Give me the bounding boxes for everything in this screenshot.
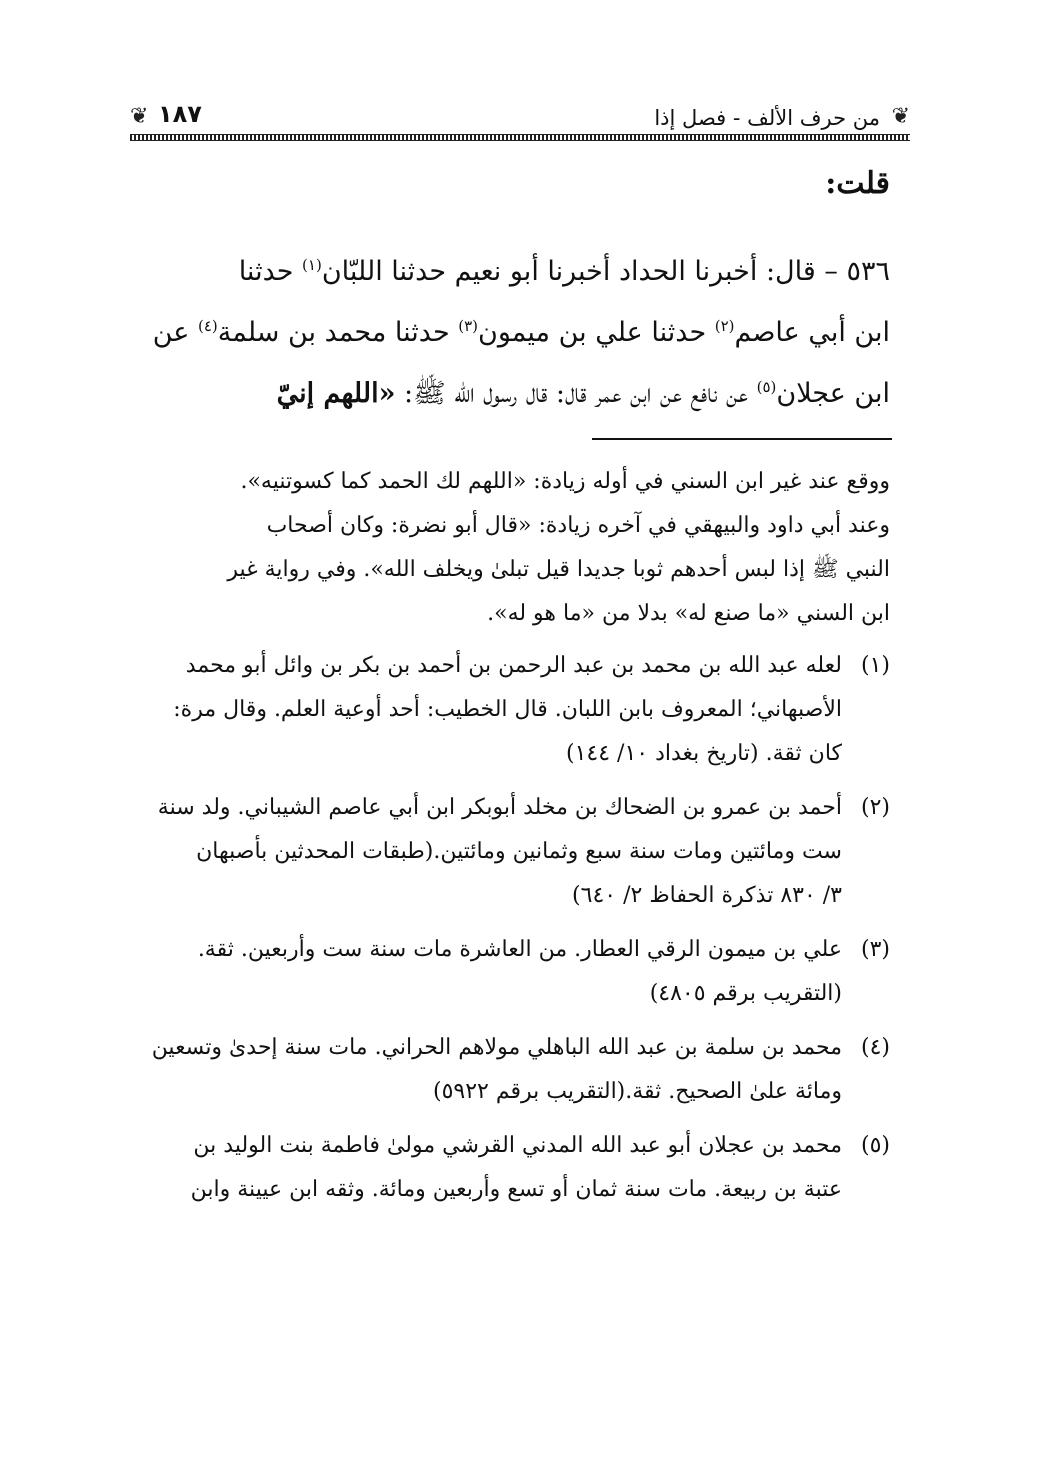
text-run: عن: [152, 317, 198, 348]
text-run: حدثنا علي بن ميمون: [478, 317, 715, 348]
running-header: [130, 100, 910, 140]
footnote-line: ٣/ ٨٣٠ تذكرة الحفاظ ٢/ ٦٤٠): [572, 883, 842, 908]
footnote-line: كان ثقة. (تاريخ بغداد ١٠/ ١٤٤): [566, 741, 842, 766]
footnote-ref-2[interactable]: (٢): [714, 317, 735, 335]
footnote-separator: [592, 438, 892, 440]
main-line-1: [130, 238, 890, 299]
footnote-2: [130, 786, 890, 918]
footnote-number: (٢): [860, 795, 890, 820]
text-run: ابن أبي عاصم: [734, 317, 890, 348]
footnote-ref-5[interactable]: (٥): [756, 378, 777, 396]
note-line: وعند أبي داود والبيهقي في آخره زيادة: «قال أبو نضرة: وكان أصحاب: [266, 513, 890, 538]
note-line: النبي ﷺ إذا لبس أحدهم ثوبا جديدا قيل تبلىٰ ويخلف الله». وفي رواية غير: [227, 557, 890, 582]
footnote-number: (٣): [860, 937, 890, 962]
text-run: حدثنا محمد بن سلمة: [217, 317, 459, 348]
footnote-line: محمد بن سلمة بن عبد الله الباهلي مولاهم الحراني. مات سنة إحدىٰ وتسعين: [151, 1035, 842, 1060]
section-heading: قلت:: [825, 166, 890, 201]
footnote-line: لعله عبد الله بن محمد بن عبد الرحمن بن أحمد بن بكر بن وائل أبو محمد: [185, 653, 842, 678]
main-line-2: [130, 299, 890, 360]
note-line: ووقع عند غير ابن السني في أوله زيادة: «اللهم لك الحمد كما كسوتنيه».: [240, 469, 890, 494]
footnote-number: (٤): [860, 1035, 890, 1060]
footnote-line: أحمد بن عمرو بن الضحاك بن مخلد أبوبكر ابن أبي عاصم الشيباني. ولد سنة: [157, 795, 842, 820]
footnote-ref-1[interactable]: (١): [302, 256, 322, 274]
footnote-number: (١): [860, 653, 890, 678]
footnote-line: ست ومائتين ومات سنة سبع وثمانين ومائتين.(طبقات المحدثين بأصبهان: [196, 839, 842, 864]
footnote-line: محمد بن عجلان أبو عبد الله المدني القرشي مولىٰ فاطمة بنت الوليد بن: [193, 1133, 842, 1158]
header-title: من حرف الألف - فصل إذا: [654, 106, 880, 130]
text-run: عن نافع عن ابن عمر قال: قال رسول الله ﷺ:: [395, 378, 757, 409]
footnote-line: علي بن ميمون الرقي العطار. من العاشرة مات سنة ست وأربعين. ثقة.: [197, 937, 842, 962]
footnote-5: [130, 1124, 890, 1212]
text-run: حدثنا: [238, 256, 303, 287]
text-run: ٥٣٦ – قال: أخبرنا الحداد أخبرنا أبو نعيم حدثنا اللبّان: [321, 256, 890, 287]
footnote-number: (٥): [860, 1133, 890, 1158]
header-ornament-right-icon: ❦: [891, 104, 910, 129]
footnotes-area: [130, 460, 890, 1222]
main-line-3: [130, 360, 890, 421]
continued-note: [130, 460, 890, 636]
text-run: ابن عجلان: [776, 378, 890, 409]
footnote-4: [130, 1026, 890, 1114]
hadith-quote: «اللهم إنيّ: [276, 378, 396, 409]
footnote-1: [130, 644, 890, 776]
footnote-ref-4[interactable]: (٤): [197, 317, 218, 335]
footnote-line: (التقريب برقم ٤٨٠٥): [649, 981, 842, 1006]
footnote-line: عتبة بن ربيعة. مات سنة ثمان أو تسع وأربعين ومائة. وثقه ابن عيينة وابن: [190, 1177, 842, 1202]
note-line: ابن السني «ما صنع له» بدلا من «ما هو له».: [487, 601, 890, 626]
footnote-line: الأصبهاني؛ المعروف بابن اللبان. قال الخطيب: أحد أوعية العلم. وقال مرة:: [173, 697, 842, 722]
main-text: [130, 238, 890, 421]
page-number: ١٨٧: [158, 100, 202, 128]
header-rule: [130, 134, 910, 141]
footnote-3: [130, 928, 890, 1016]
footnote-line: ومائة علىٰ الصحيح. ثقة.(التقريب برقم ٥٩٢٢): [432, 1079, 842, 1104]
header-ornament-left-icon: ❦: [130, 104, 149, 129]
footnote-ref-3[interactable]: (٣): [458, 317, 479, 335]
